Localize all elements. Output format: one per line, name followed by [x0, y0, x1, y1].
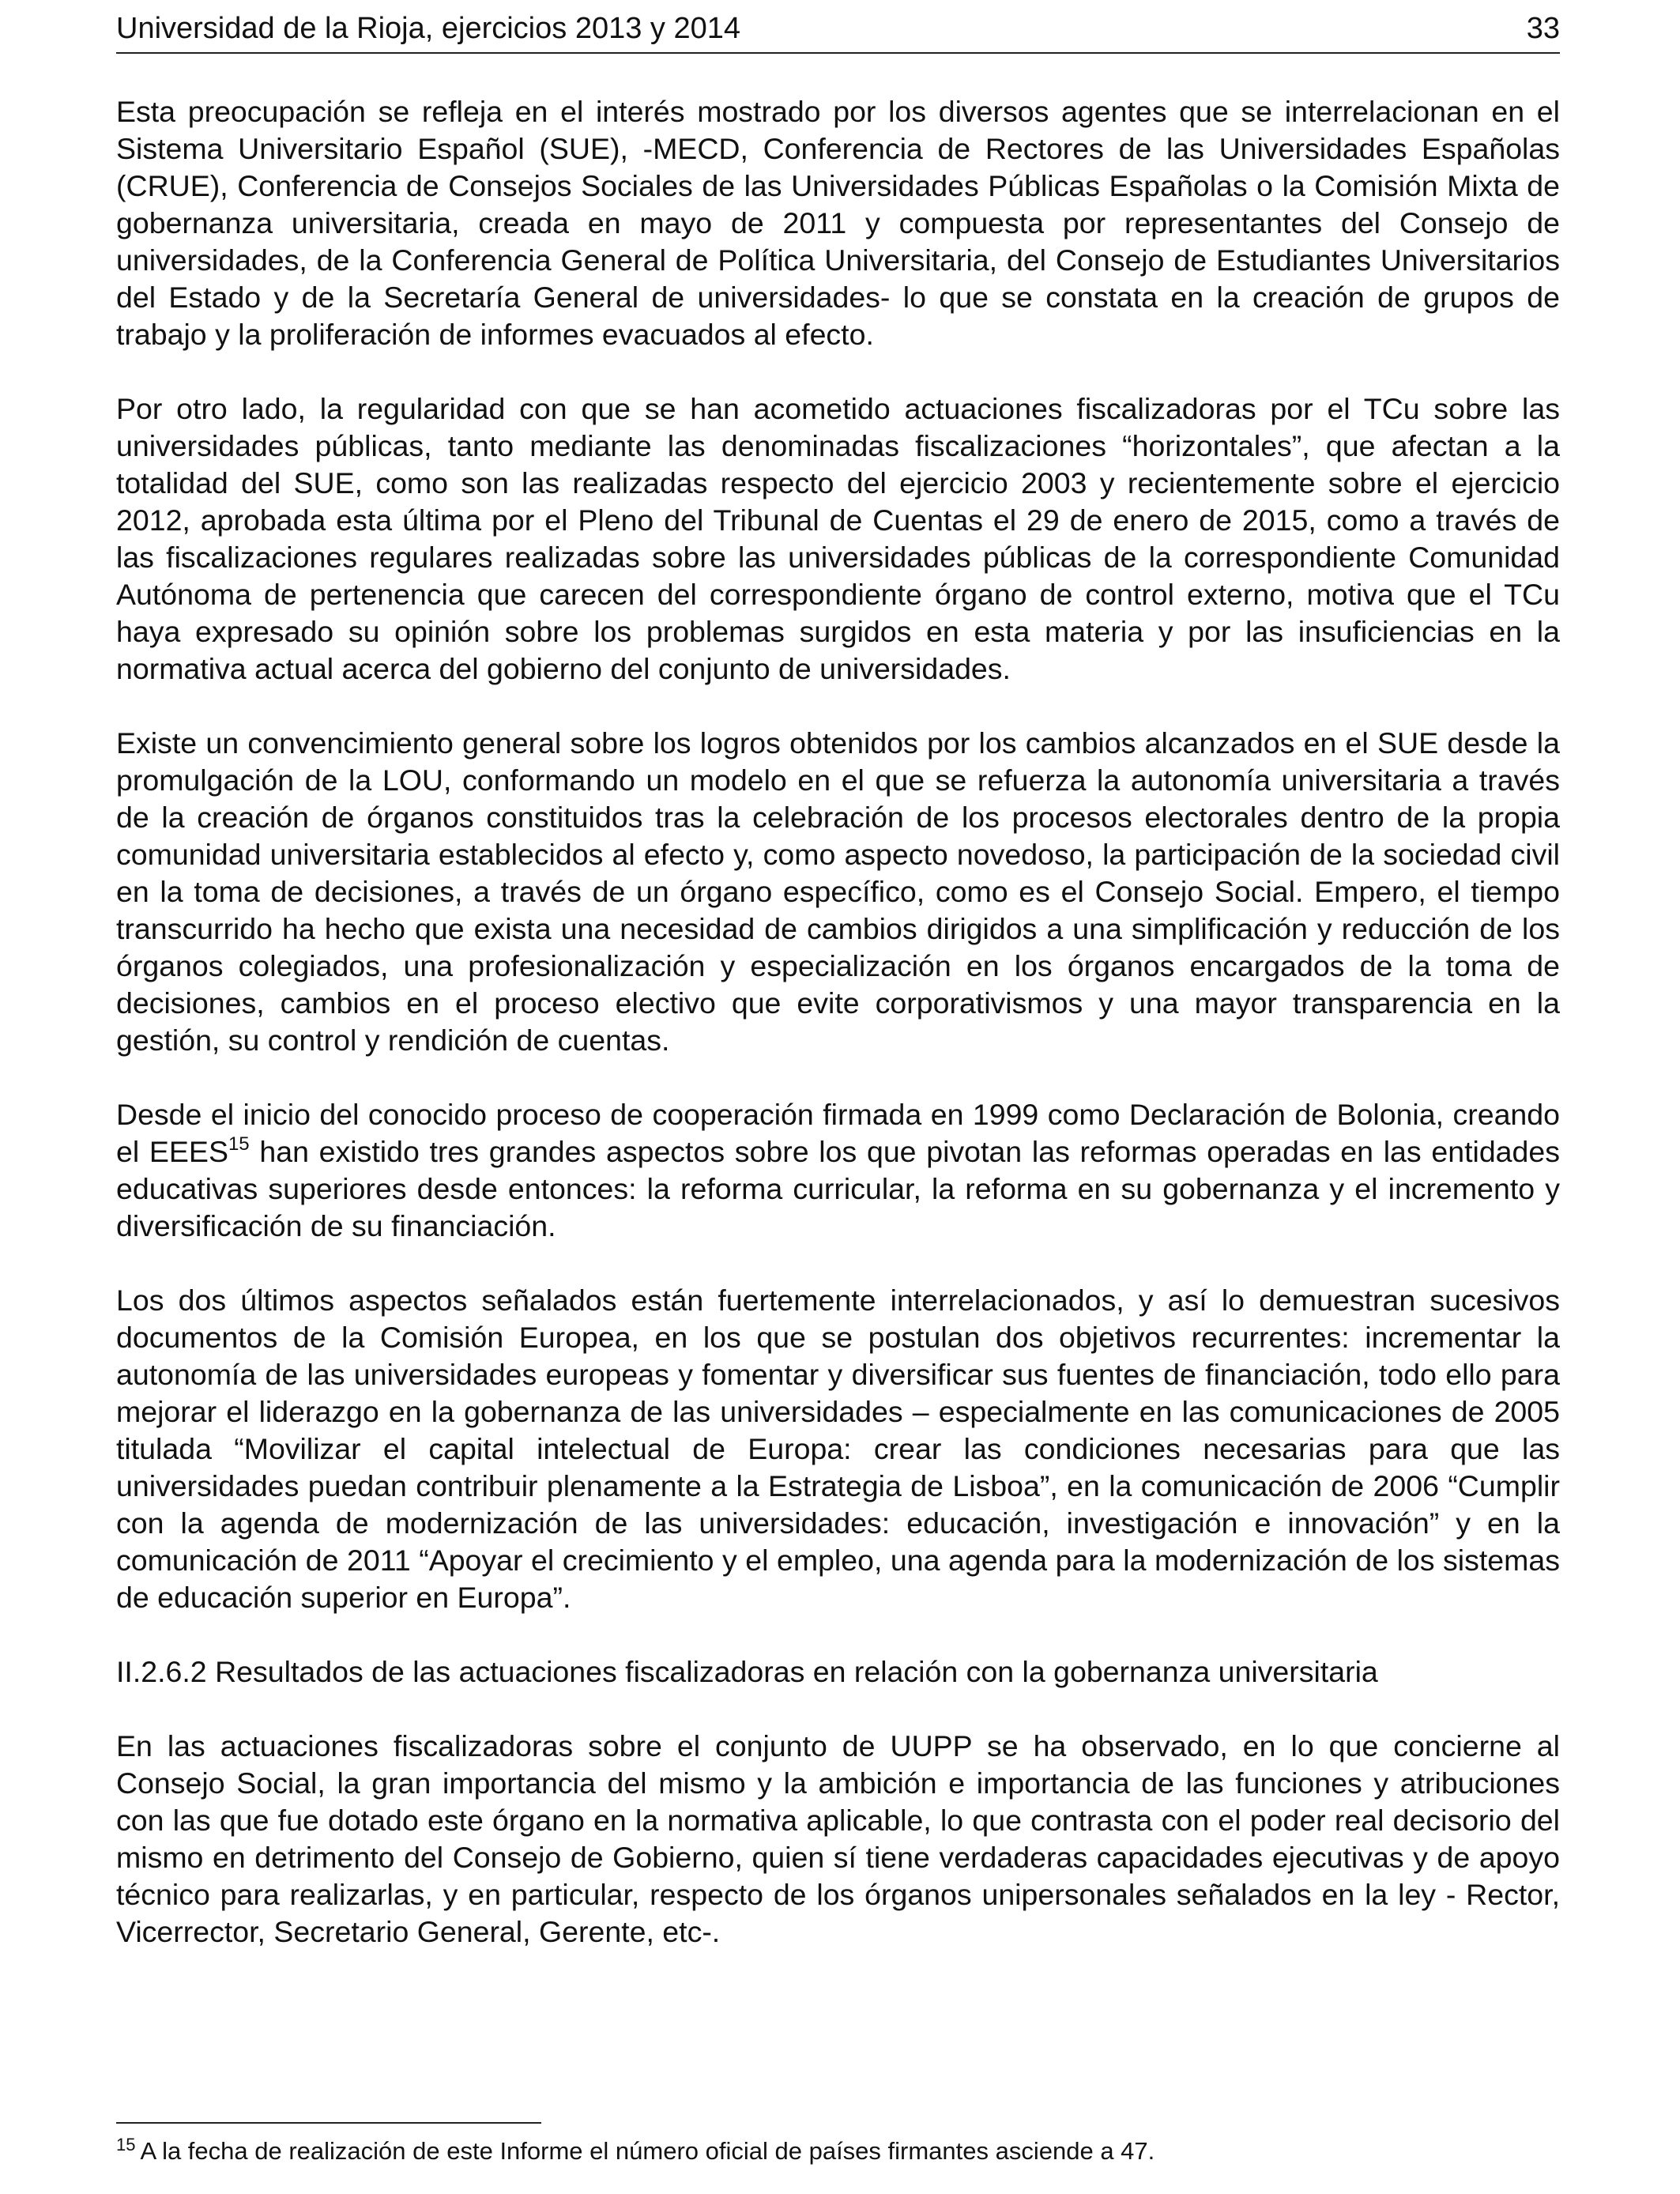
page-number: 33	[1526, 12, 1560, 45]
paragraph-2: Por otro lado, la regularidad con que se han acometido actuaciones fiscalizadoras por el TCu sobre las universidades públicas, tanto mediante las denominadas fiscalizaciones “horizontales”, que afectan a la totalidad del SUE, como son las realizadas respecto del ejercicio 2003 y recientemente sobre el ejercicio 2012, aprobada esta última por el Pleno del Tribunal de Cuentas el 29 de enero de 2015, como a través de las fiscalizaciones regulares realizadas sobre las universidades públicas de la correspondiente Comunidad Autónoma de pertenencia que carecen del correspondiente órgano de control externo, motiva que el TCu haya expresado su opinión sobre los problemas surgidos en esta materia y por las insuficiencias en la normativa actual acerca del gobierno del conjunto de universidades.	[116, 392, 1560, 685]
paragraph-4-text-end: han existido tres grandes aspectos sobre los que pivotan las reformas operadas en las entidades educativas superiores desde entonces: la reforma curricular, la reforma en su gobernanza y el incremento y diversificación de su financiación.	[116, 1135, 1560, 1242]
page-header	[116, 11, 1560, 54]
paragraph-4-text-start: Desde el inicio del conocido proceso de cooperación firmada en 1999 como Declaración de Bolonia, creando el EEES	[116, 1098, 1560, 1168]
paragraph-5: Los dos últimos aspectos señalados están fuertemente interrelacionados, y así lo demuestran sucesivos documentos de la Comisión Europea, en los que se postulan dos objetivos recurrentes: incrementar la autonomía de las universidades europeas y fomentar y diversificar sus fuentes de financiación, todo ello para mejorar el liderazgo en la gobernanza de las universidades – especialmente en las comunicaciones de 2005 titulada “Movilizar el capital intelectual de Europa: crear las condiciones necesarias para que las universidades puedan contribuir plenamente a la Estrategia de Lisboa”, en la comunicación de 2006 “Cumplir con la agenda de modernización de las universidades: educación, investigación e innovación” y en la comunicación de 2011 “Apoyar el crecimiento y el empleo, una agenda para la modernización de los sistemas de educación superior en Europa”.	[116, 1284, 1560, 1614]
paragraph-4	[116, 1096, 1560, 1245]
section-heading: II.2.6.2 Resultados de las actuaciones fiscalizadoras en relación con la gobernanza universitaria	[116, 1655, 1378, 1688]
footnote-number: 15	[116, 2134, 136, 2154]
footnote-reference[interactable]: 15	[228, 1133, 250, 1155]
paragraph-3: Existe un convencimiento general sobre los logros obtenidos por los cambios alcanzados en el SUE desde la promulgación de la LOU, conformando un modelo en el que se refuerza la autonomía universitaria a través de la creación de órganos constituidos tras la celebración de los procesos electorales dentro de la propia comunidad universitaria establecidos al efecto y, como aspecto novedoso, la participación de la sociedad civil en la toma de decisiones, a través de un órgano específico, como es el Consejo Social. Empero, el tiempo transcurrido ha hecho que exista una necesidad de cambios dirigidos a una simplificación y reducción de los órganos colegiados, una profesionalización y especialización en los órganos encargados de la toma de decisiones, cambios en el proceso electivo que evite corporativismos y una mayor transparencia en la gestión, su control y rendición de cuentas.	[116, 726, 1560, 1057]
footnote-text: A la fecha de realización de este Informe el número oficial de países firmantes asciende a 47.	[140, 2137, 1155, 2165]
footnote-separator	[116, 2122, 541, 2124]
document-body	[116, 93, 1560, 1951]
document-title: Universidad de la Rioja, ejercicios 2013 y 2014	[116, 12, 741, 45]
footnote	[116, 2136, 1560, 2167]
paragraph-6: En las actuaciones fiscalizadoras sobre el conjunto de UUPP se ha observado, en lo que concierne al Consejo Social, la gran importancia del mismo y la ambición e importancia de las funciones y atribuciones con las que fue dotado este órgano en la normativa aplicable, lo que contrasta con el poder real decisorio del mismo en detrimento del Consejo de Gobierno, quien sí tiene verdaderas capacidades ejecutivas y de apoyo técnico para realizarlas, y en particular, respecto de los órganos unipersonales señalados en la ley - Rector, Vicerrector, Secretario General, Gerente, etc-.	[116, 1729, 1560, 1948]
paragraph-1: Esta preocupación se refleja en el interés mostrado por los diversos agentes que se interrelacionan en el Sistema Universitario Español (SUE), -MECD, Conferencia de Rectores de las Universidades Españolas (CRUE), Conferencia de Consejos Sociales de las Universidades Públicas Españolas o la Comisión Mixta de gobernanza universitaria, creada en mayo de 2011 y compuesta por representantes del Consejo de universidades, de la Conferencia General de Política Universitaria, del Consejo de Estudiantes Universitarios del Estado y de la Secretaría General de universidades- lo que se constata en la creación de grupos de trabajo y la proliferación de informes evacuados al efecto.	[116, 95, 1560, 351]
